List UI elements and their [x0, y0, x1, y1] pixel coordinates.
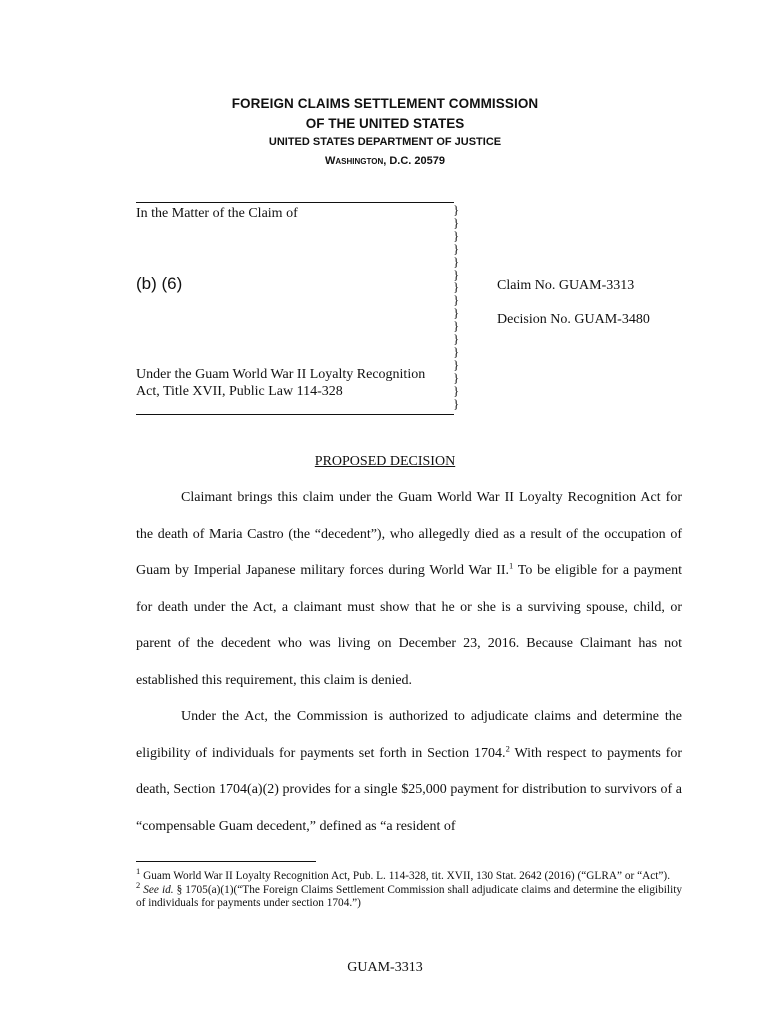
commission-subtitle: OF THE UNITED STATES: [305, 116, 465, 131]
footnote-ref-2: 2: [505, 742, 510, 753]
department-name: UNITED STATES DEPARTMENT OF JUSTICE: [268, 136, 502, 148]
act-reference-line2: Act, Title XVII, Public Law 114-328: [136, 384, 343, 399]
decision-title: PROPOSED DECISION: [314, 454, 456, 469]
footnote-separator: [136, 861, 316, 862]
claim-number: Claim No. GUAM-3313: [497, 278, 635, 293]
footnotes: [136, 866, 682, 911]
paragraph-2: Under the Act, the Commission is authorized to adjudicate claims and determine the eligibility of individuals for payments set forth in Section 1704.$^2$ With respect to payments for death, Section 1704(a)(2) provides for a single $25,000 payment for distribution to survivors of a “compensable Guam decedent,” defined as “a resident of: [136, 709, 683, 834]
caption-bottom-rule: [136, 414, 454, 415]
footnote-1: $^1$ Guam World War II Loyalty Recognition Act, Pub. L. 114-328, tit. XVII, 130 Stat. 2642 (2016) (“GLRA” or “Act”).: [136, 866, 671, 882]
redacted-claimant-name: (b) (6): [136, 274, 183, 293]
act-reference-line1: Under the Guam World War II Loyalty Recognition: [136, 367, 426, 382]
paragraph-1: Claimant brings this claim under the Guam World War II Loyalty Recognition Act for the death of Maria Castro (the “decedent”), who allegedly died as a result of the occupation of Guam by Imperial Japanese military forces during World War II.$^1$ To be eligible for a payment for death under the Act, a claimant must show that he or she is a surviving spouse, child, or parent of the decedent who was living on December 23, 2016. Because Claimant has not established this requirement, this claim is denied.: [136, 490, 682, 688]
footnote-2: $^2$ See id. § 1705(a)(1)(“The Foreign Claims Settlement Commission shall adjudicate claims and determine the eligibility of individuals for payments under section 1704.”): [136, 879, 682, 909]
page-number: GUAM-3313: [347, 960, 423, 975]
commission-address: Washington, D.C. 20579: [325, 155, 445, 167]
decision-body: [136, 480, 682, 845]
decision-number: Decision No. GUAM-3480: [497, 312, 650, 327]
matter-label: In the Matter of the Claim of: [136, 206, 298, 221]
caption-brackets: } } } } } } } } } } } } } } } }: [453, 202, 460, 411]
caption-top-rule: [136, 202, 454, 203]
commission-title: FOREIGN CLAIMS SETTLEMENT COMMISSION: [231, 96, 539, 111]
footnote-ref-1: 1: [509, 560, 514, 571]
